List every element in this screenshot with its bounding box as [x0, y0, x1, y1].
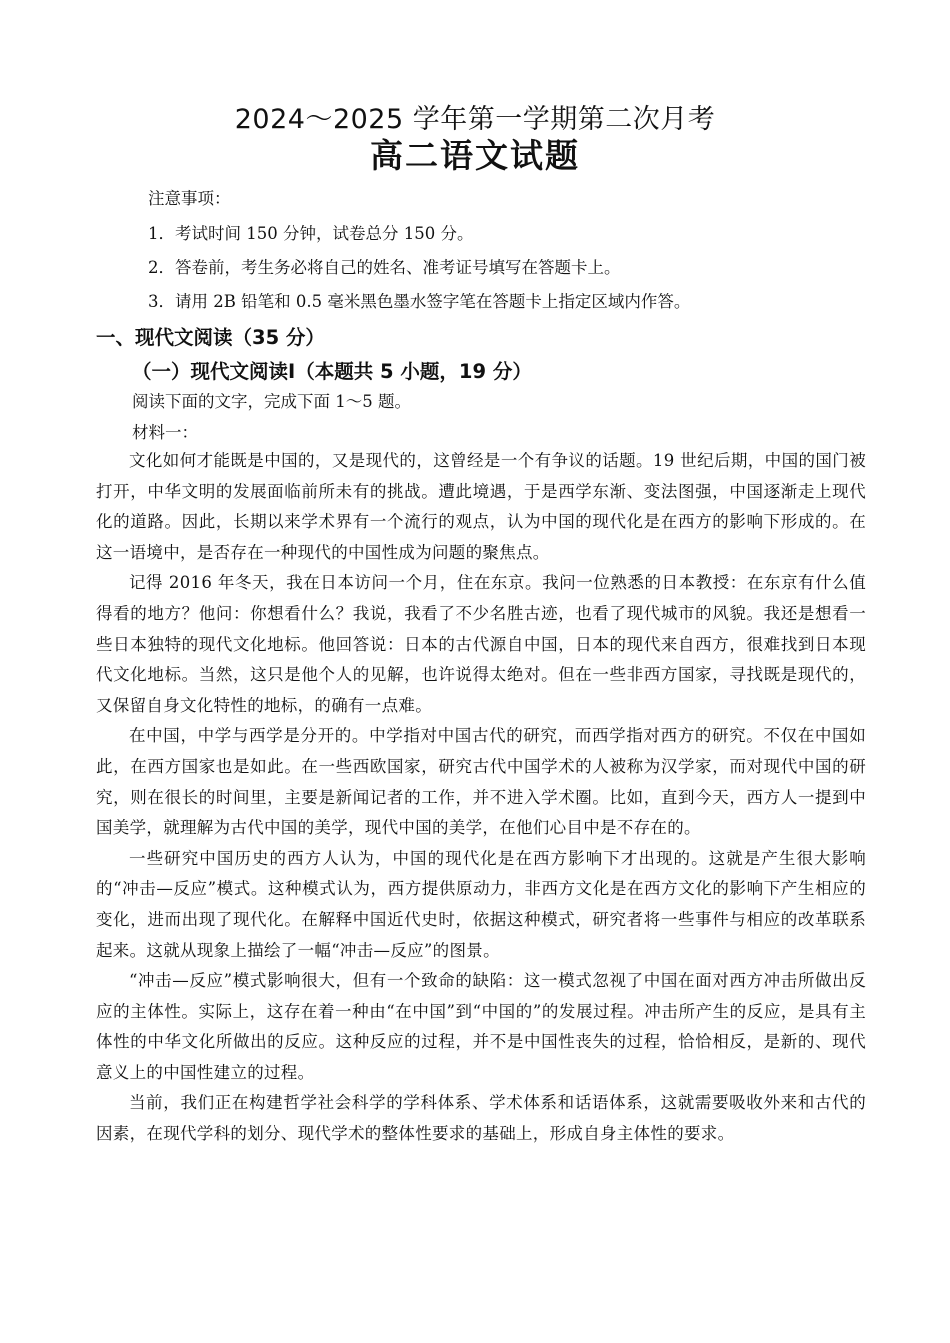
notice-heading: 注意事项： — [148, 189, 231, 208]
material-label: 材料一： — [132, 423, 198, 442]
paragraph: 当前，我们正在构建哲学社会科学的学科体系、学术体系和话语体系，这就需要吸收外来和古代的因素，在现代学科的划分、现代学术的整体性要求的基础上，形成自身主体性的要求。 — [96, 1093, 866, 1144]
paragraph: 文化如何才能既是中国的，又是现代的，这曾经是一个有争议的话题。19 世纪后期，中国的国门被打开，中华文明的发展面临前所未有的挑战。遭此境遇，于是西学东渐、变法图强，中国逐渐走上现代化的道路。因此，长期以来学术界有一个流行的观点，认为中国的现代化是在西方的影响下形成的。在这一语境中，是否存在一种现代的中国性成为问题的聚焦点。 — [96, 451, 866, 562]
subsection-title: （一）现代文阅读Ⅰ（本题共 5 小题，19 分） — [132, 360, 532, 383]
section-title: 一、现代文阅读（35 分） — [96, 326, 325, 349]
paragraph: 在中国，中学与西学是分开的。中学指对中国古代的研究，而西学指对西方的研究。不仅在中国如此，在西方国家也是如此。在一些西欧国家，研究古代中国学术的人被称为汉学家，而对现代中国的研究，则在很长的时间里，主要是新闻记者的工作，并不进入学术圈。比如，直到今天，西方人一提到中国美学，就理解为古代中国的美学，现代中国的美学，在他们心目中是不存在的。 — [96, 726, 866, 838]
notice-item: 3．请用 2B 铅笔和 0.5 毫米黑色墨水签字笔在答题卡上指定区域内作答。 — [148, 292, 691, 311]
paragraph: 记得 2016 年冬天，我在日本访问一个月，住在东京。我问一位熟悉的日本教授：在东京有什么值得看的地方？他问：你想看什么？我说，我看了不少名胜古迹，也看了现代城市的风貌。我还是想看一些日本独特的现代文化地标。他回答说：日本的古代源自中国，日本的现代来自西方，很难找到日本现代文化地标。当然，这只是他个人的见解，也许说得太绝对。但在一些非西方国家，寻找既是现代的，又保留自身文化特性的地标，的确有一点难。 — [96, 573, 866, 715]
reading-instruction: 阅读下面的文字，完成下面 1～5 题。 — [132, 392, 411, 411]
notice-item: 1．考试时间 150 分钟，试卷总分 150 分。 — [148, 224, 474, 243]
exam-subject-title: 高二语文试题 — [370, 136, 580, 175]
paragraph: 一些研究中国历史的西方人认为，中国的现代化是在西方影响下才出现的。这就是产生很大影响的“冲击—反应”模式。这种模式认为，西方提供原动力，非西方文化是在西方文化的影响下产生相应的变化，进而出现了现代化。在解释中国近代史时，依据这种模式，研究者将一些事件与相应的改革联系起来。这就从现象上描绘了一幅“冲击—反应”的图景。 — [96, 848, 866, 960]
material-text — [96, 446, 866, 1150]
notice-item: 2．答卷前，考生务必将自己的姓名、准考证号填写在答题卡上。 — [148, 258, 621, 277]
paragraph: “冲击—反应”模式影响很大，但有一个致命的缺陷：这一模式忽视了中国在面对西方冲击所做出反应的主体性。实际上，这存在着一种由“在中国”到“中国的”的发展过程。冲击所产生的反应，是具有主体性的中华文化所做出的反应。这种反应的过程，并不是中国性丧失的过程，恰恰相反，是新的、现代意义上的中国性建立的过程。 — [96, 971, 866, 1082]
exam-term-title: 2024～2025 学年第一学期第二次月考 — [234, 104, 716, 135]
